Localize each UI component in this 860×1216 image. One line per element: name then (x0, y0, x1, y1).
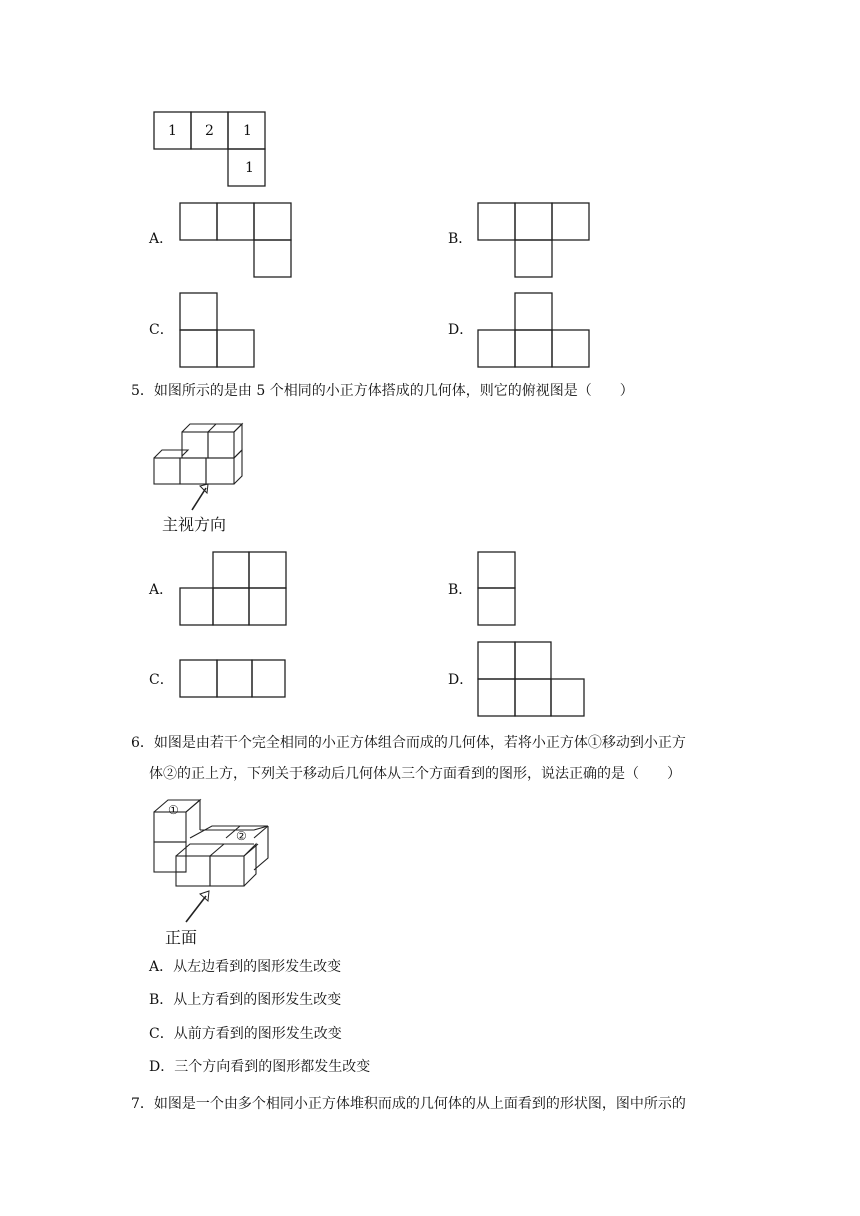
q6-marker-2: ② (236, 829, 247, 843)
q6-question-text-line1: 6．如图是由若干个完全相同的小正方体组合而成的几何体，若将小正方体①移动到小正方 (131, 735, 686, 751)
q6-marker-1: ① (168, 803, 179, 817)
q4-grid-number: 2 (205, 123, 214, 139)
q4-option-c-label[interactable]: C． (149, 322, 174, 338)
q4-option-b-label[interactable]: B． (448, 231, 473, 247)
q5-option-b-label[interactable]: B． (448, 582, 473, 598)
q6-question-text-line2: 体②的正上方，下列关于移动后几何体从三个方面看到的图形，说法正确的是（ ） (149, 766, 681, 782)
q4-grid-number: 1 (168, 123, 177, 139)
q4-grid-number: 1 (243, 123, 252, 139)
q7-question-text: 7．如图是一个由多个相同小正方体堆积而成的几何体的从上面看到的形状图，图中所示的 (131, 1096, 686, 1112)
q6-option-c[interactable]: C．从前方看到的图形发生改变 (149, 1026, 342, 1042)
q6-option-a[interactable]: A．从左边看到的图形发生改变 (149, 959, 342, 975)
q6-option-d[interactable]: D．三个方向看到的图形都发生改变 (149, 1059, 371, 1075)
q5-question-text: 5．如图所示的是由 5 个相同的小正方体搭成的几何体，则它的俯视图是（ ） (131, 383, 634, 399)
q5-option-a-label[interactable]: A． (149, 582, 174, 598)
q5-option-d-label[interactable]: D． (448, 672, 474, 688)
q6-option-b[interactable]: B．从上方看到的图形发生改变 (149, 992, 342, 1008)
q4-option-a-label[interactable]: A． (149, 231, 174, 247)
q4-option-d-label[interactable]: D． (448, 322, 474, 338)
q6-figure-caption: 正面 (165, 928, 198, 947)
q5-figure-caption: 主视方向 (162, 515, 227, 534)
q5-option-c-label[interactable]: C． (149, 672, 174, 688)
q4-grid-number: 1 (245, 160, 254, 176)
